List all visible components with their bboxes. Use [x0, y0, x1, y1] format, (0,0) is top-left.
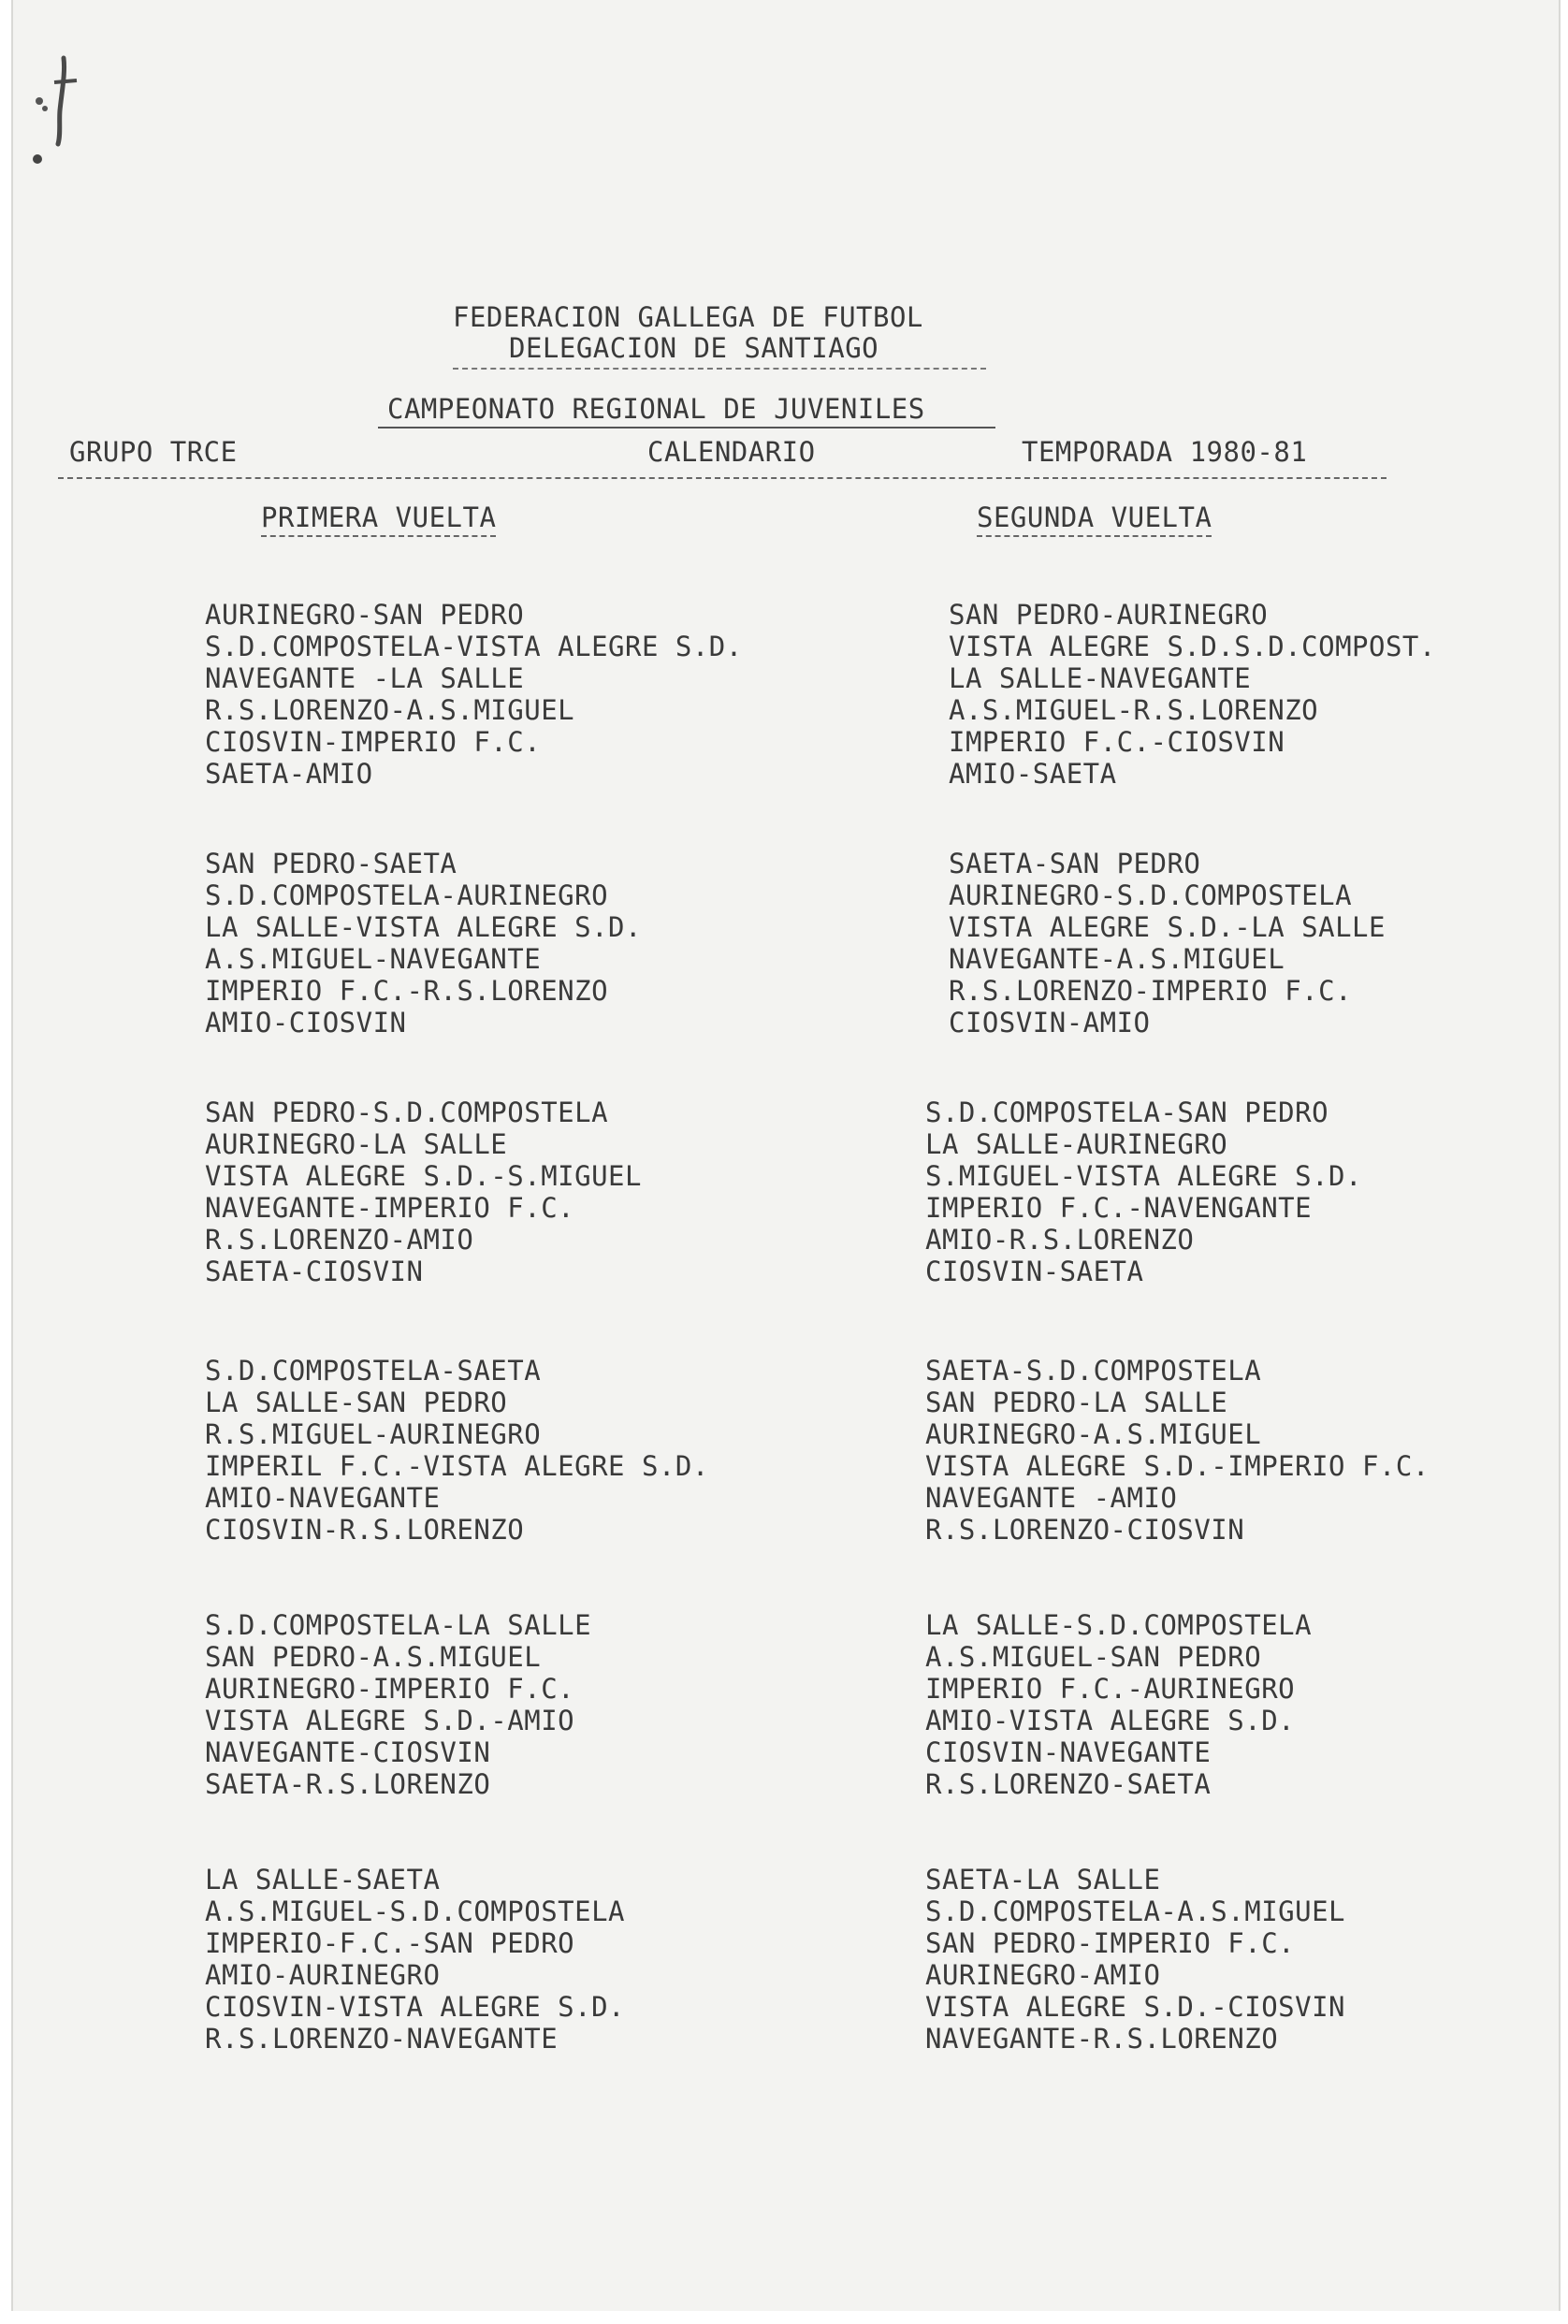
match-item: AURINEGRO-A.S.MIGUEL [925, 1418, 1262, 1450]
segunda-list [925, 1864, 1345, 2055]
match-item: S.D.COMPOSTELA-SAN PEDRO [925, 1097, 1329, 1128]
match-item: IMPERIO F.C.-NAVENGANTE [925, 1192, 1313, 1224]
delegacion-title: DELEGACION DE SANTIAGO [453, 332, 986, 370]
match-item: IMPERIL F.C.-VISTA ALEGRE S.D. [205, 1450, 709, 1482]
match-item: SAETA-R.S.LORENZO [205, 1768, 491, 1800]
round-3 [13, 1097, 1559, 1330]
match-item: S.D.COMPOSTELA-A.S.MIGUEL [925, 1896, 1345, 1927]
primera-list [205, 599, 743, 790]
match-item: S.D.COMPOSTELA-SAETA [205, 1355, 542, 1387]
match-item: AMIO-VISTA ALEGRE S.D. [925, 1705, 1296, 1736]
primera-list [205, 1864, 625, 2055]
match-item: IMPERIO F.C.-R.S.LORENZO [205, 975, 609, 1007]
match-item: SAN PEDRO-AURINEGRO [949, 599, 1269, 631]
match-item: AURINEGRO-S.D.COMPOSTELA [949, 879, 1353, 911]
match-item: SAN PEDRO-S.D.COMPOSTELA [205, 1097, 609, 1128]
match-item: IMPERIO F.C.-AURINEGRO [925, 1673, 1296, 1705]
match-item: S.MIGUEL-VISTA ALEGRE S.D. [925, 1160, 1362, 1192]
segunda-list [925, 1097, 1362, 1287]
match-item: A.S.MIGUEL-NAVEGANTE [205, 943, 542, 975]
match-item: AMIO-SAETA [949, 758, 1117, 790]
match-item: VISTA ALEGRE S.D.S.D.COMPOST. [949, 631, 1436, 662]
primera-list [205, 848, 642, 1039]
match-item: A.S.MIGUEL-R.S.LORENZO [949, 694, 1319, 726]
match-item: AMIO-CIOSVIN [205, 1007, 407, 1039]
round-6 [13, 1864, 1559, 2098]
match-item: LA SALLE-SAN PEDRO [205, 1387, 508, 1418]
match-item: SAETA-SAN PEDRO [949, 848, 1201, 879]
match-item: VISTA ALEGRE S.D.-CIOSVIN [925, 1991, 1345, 2023]
match-item: VISTA ALEGRE S.D.-IMPERIO F.C. [925, 1450, 1430, 1482]
match-item: SAN PEDRO-IMPERIO F.C. [925, 1927, 1296, 1959]
match-item: LA SALLE-VISTA ALEGRE S.D. [205, 911, 642, 943]
ink-mark [28, 54, 84, 167]
federacion-title: FEDERACION GALLEGA DE FUTBOL [453, 301, 923, 333]
match-item: VISTA ALEGRE S.D.-LA SALLE [949, 911, 1386, 943]
match-item: CIOSVIN-IMPERIO F.C. [205, 726, 542, 758]
match-item: AURINEGRO-SAN PEDRO [205, 599, 525, 631]
match-item: SAN PEDRO-LA SALLE [925, 1387, 1228, 1418]
round-1 [13, 599, 1559, 833]
match-item: R.S.LORENZO-IMPERIO F.C. [949, 975, 1353, 1007]
match-item: AURINEGRO-IMPERIO F.C. [205, 1673, 575, 1705]
match-item: CIOSVIN-NAVEGANTE [925, 1736, 1212, 1768]
match-item: CIOSVIN-R.S.LORENZO [205, 1514, 525, 1546]
match-item: S.D.COMPOSTELA-AURINEGRO [205, 879, 609, 911]
match-item: IMPERIO-F.C.-SAN PEDRO [205, 1927, 575, 1959]
campeonato-title: CAMPEONATO REGIONAL DE JUVENILES [378, 393, 995, 428]
segunda-list [925, 1355, 1430, 1546]
match-item: NAVEGANTE -LA SALLE [205, 662, 525, 694]
calendario-label: CALENDARIO [647, 436, 816, 468]
match-item: CIOSVIN-SAETA [925, 1256, 1144, 1287]
match-item: R.S.LORENZO-SAETA [925, 1768, 1212, 1800]
match-item: R.S.LORENZO-A.S.MIGUEL [205, 694, 575, 726]
match-item: LA SALLE-NAVEGANTE [949, 662, 1252, 694]
match-item: NAVEGANTE -AMIO [925, 1482, 1178, 1514]
grupo-label: GRUPO TRCE [69, 436, 238, 468]
match-item: R.S.MIGUEL-AURINEGRO [205, 1418, 542, 1450]
match-item: LA SALLE-SAETA [205, 1864, 441, 1896]
segunda-list [949, 848, 1386, 1039]
primera-list [205, 1355, 709, 1546]
match-item: SAETA-AMIO [205, 758, 373, 790]
match-item: AMIO-AURINEGRO [205, 1959, 441, 1991]
match-item: A.S.MIGUEL-SAN PEDRO [925, 1641, 1262, 1673]
segunda-list [949, 599, 1436, 790]
match-item: CIOSVIN-AMIO [949, 1007, 1151, 1039]
match-item: LA SALLE-S.D.COMPOSTELA [925, 1609, 1313, 1641]
document-page [11, 0, 1561, 2311]
segunda-list [925, 1609, 1312, 1800]
match-item: SAN PEDRO-A.S.MIGUEL [205, 1641, 542, 1673]
match-item: NAVEGANTE-R.S.LORENZO [925, 2023, 1279, 2055]
match-item: SAN PEDRO-SAETA [205, 848, 457, 879]
match-item: CIOSVIN-VISTA ALEGRE S.D. [205, 1991, 625, 2023]
match-item: AMIO-NAVEGANTE [205, 1482, 441, 1514]
primera-list [205, 1609, 591, 1800]
match-item: AMIO-R.S.LORENZO [925, 1224, 1195, 1256]
segunda-vuelta-heading: SEGUNDA VUELTA [977, 501, 1212, 537]
match-item: R.S.LORENZO-CIOSVIN [925, 1514, 1245, 1546]
match-item: LA SALLE-AURINEGRO [925, 1128, 1228, 1160]
primera-vuelta-heading: PRIMERA VUELTA [261, 501, 496, 537]
primera-list [205, 1097, 642, 1287]
temporada-label: TEMPORADA 1980-81 [1022, 436, 1308, 468]
match-item: S.D.COMPOSTELA-LA SALLE [205, 1609, 592, 1641]
match-item: R.S.LORENZO-NAVEGANTE [205, 2023, 559, 2055]
round-2 [13, 848, 1559, 1082]
match-item: IMPERIO F.C.-CIOSVIN [949, 726, 1285, 758]
match-item: A.S.MIGUEL-S.D.COMPOSTELA [205, 1896, 625, 1927]
match-item: SAETA-LA SALLE [925, 1864, 1161, 1896]
match-item: S.D.COMPOSTELA-VISTA ALEGRE S.D. [205, 631, 743, 662]
match-item: SAETA-S.D.COMPOSTELA [925, 1355, 1262, 1387]
match-item: NAVEGANTE-CIOSVIN [205, 1736, 491, 1768]
match-item: AURINEGRO-AMIO [925, 1959, 1161, 1991]
match-item: SAETA-CIOSVIN [205, 1256, 424, 1287]
match-item: VISTA ALEGRE S.D.-AMIO [205, 1705, 575, 1736]
match-item: R.S.LORENZO-AMIO [205, 1224, 474, 1256]
match-item: AURINEGRO-LA SALLE [205, 1128, 508, 1160]
info-row [58, 436, 1387, 479]
round-4 [13, 1355, 1559, 1589]
match-item: VISTA ALEGRE S.D.-S.MIGUEL [205, 1160, 642, 1192]
match-item: NAVEGANTE-IMPERIO F.C. [205, 1192, 575, 1224]
match-item: NAVEGANTE-A.S.MIGUEL [949, 943, 1285, 975]
round-5 [13, 1609, 1559, 1843]
